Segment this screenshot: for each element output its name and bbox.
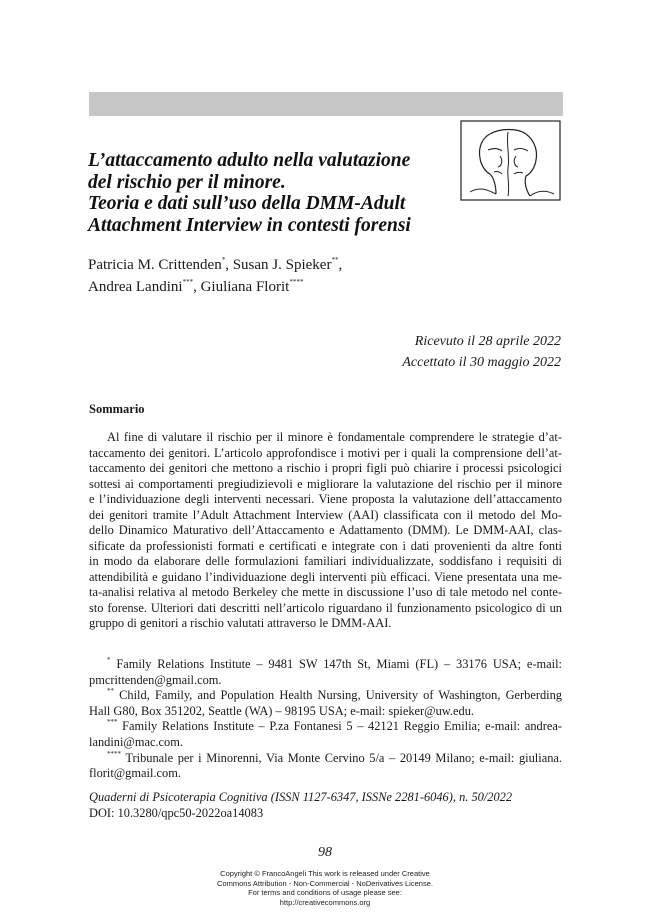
- doi: DOI: 10.3280/qpc50-2022oa14083: [89, 805, 264, 820]
- abstract-line: e l’individuazione degli interventi necessari. Viene proposta la valutazione dell’attaccamento: [89, 492, 562, 506]
- journal-citation: Quaderni di Psicoterapia Cognitiva (ISSN 1127-6347, ISSNe 2281-6046), n. 50/2022: [89, 790, 513, 804]
- title-line: Attachment Interview in contesti forensi: [88, 214, 411, 236]
- author-separator: ,: [225, 257, 233, 273]
- section-heading: Sommario: [89, 402, 145, 416]
- title-line: Teoria e dati sull’uso della DMM-Adult: [88, 193, 406, 214]
- footnote-line: [89, 751, 562, 767]
- two-faces-line-drawing-icon: [460, 120, 561, 201]
- license-notice: [0, 869, 650, 907]
- received-date: Ricevuto il 28 aprile 2022: [414, 334, 561, 349]
- footnote-line: [89, 688, 562, 704]
- author-mark: *: [221, 256, 226, 264]
- author-line: [88, 254, 558, 276]
- author-separator: ,: [193, 279, 201, 295]
- footnote-line: [89, 719, 562, 735]
- author-line: [88, 276, 558, 298]
- abstract-line: dello Dinamico Maturativo dell’Attaccamento e Adattamento (DMM). Le DMM-AAI, clas-: [89, 523, 562, 537]
- article-title: [88, 150, 458, 236]
- author-separator: ,: [338, 257, 343, 273]
- title-line: L’attaccamento adulto nella valutazione: [88, 150, 411, 171]
- author-mark: ***: [182, 278, 194, 286]
- abstract-line: in modo da elaborare delle formulazioni familiari individualizzate, soddisfano i requisiti di: [89, 554, 562, 568]
- abstract-line: Al fine di valutare il rischio per il minore è fondamentale comprendere le strategie d’at-: [107, 430, 562, 444]
- title-line: del rischio per il minore.: [88, 171, 286, 193]
- submission-dates: [402, 331, 561, 373]
- author-name: Patricia M. Crittenden: [88, 257, 222, 273]
- page-number: 98: [318, 845, 332, 860]
- footnote-line: landini@mac.com.: [89, 734, 183, 749]
- header-band: [89, 92, 563, 116]
- footnote-line: Hall G80, Box 351202, Seattle (WA) – 98195 USA; e-mail: spieker@uw.edu.: [89, 703, 475, 718]
- abstract-line: sottesi ai comportamenti pregiudizievoli e migliorare la valutazione del rischio per il minore: [89, 476, 562, 491]
- abstract-line: taccamento dei genitori. L’articolo approfondisce i motivi per i quali la comprensione dell’at-: [89, 445, 562, 460]
- license-line: Copyright © FrancoAngeli This work is released under Creative: [220, 869, 430, 878]
- abstract-line: sto forense. Ulteriori dati descritti nell’articolo riguardano il funzionamento psicologico di un: [89, 600, 562, 615]
- abstract-line: dei genitori tramite l’Adult Attachment Interview (AAI) classificata con il metodo del Mo-: [89, 507, 562, 522]
- author-name: Giuliana Florit: [200, 279, 290, 295]
- license-line: Commons Attribution - Non-Commercial - NoDerivatives License.: [217, 878, 433, 888]
- footnote-text: Tribunale per i Minorenni, Via Monte Cervino 5/a – 20149 Milano; e-mail: giuliana.: [125, 750, 562, 765]
- footnote-mark: *: [107, 656, 111, 664]
- footnote-text: Family Relations Institute – 9481 SW 147th St, Miami (FL) – 33176 USA; e-mail:: [116, 657, 562, 671]
- author-name: Andrea Landini: [88, 279, 183, 295]
- license-line: For terms and conditions of usage please see:: [248, 888, 402, 897]
- footnote-mark: ****: [107, 749, 121, 758]
- journal-info: [89, 790, 562, 821]
- footnote-text: Family Relations Institute – P.za Fontanesi 5 – 42121 Reggio Emilia; e-mail: andrea-: [122, 719, 562, 734]
- author-mark: **: [331, 256, 339, 264]
- footnote-line: [89, 657, 562, 673]
- footnote-mark: ***: [107, 718, 118, 727]
- author-footnotes: [89, 657, 562, 782]
- abstract-line: ta-analisi relativa al metodo Berkeley che mette in discussione l’uso di tale metodo nel conte-: [89, 585, 562, 599]
- footnote-line: pmcrittenden@gmail.com.: [89, 672, 222, 687]
- footnote-text: Child, Family, and Population Health Nursing, University of Washington, Gerberding: [119, 688, 562, 703]
- abstract-line: taccamento dei genitori che mettono a rischio i propri figli può chiarire i processi psicologici: [89, 461, 562, 475]
- license-link[interactable]: http://creativecommons.org: [279, 897, 371, 907]
- author-name: Susan J. Spieker: [232, 257, 332, 273]
- author-list: [88, 254, 558, 298]
- abstract-text: [89, 430, 562, 632]
- footnote-mark: **: [107, 687, 114, 696]
- footnote-line: florit@gmail.com.: [89, 766, 181, 781]
- abstract-line: sificate da professionisti formati e certificati e integrate con i dati provenienti da altre fonti: [89, 538, 562, 553]
- accepted-date: Accettato il 30 maggio 2022: [402, 355, 561, 370]
- abstract-line: gruppo di genitori a rischio valutati attraverso le DMM-AAI.: [89, 616, 392, 630]
- abstract-line: attendibilità e guidano l’individuazione degli interventi più efficaci. Viene presentata una me-: [89, 569, 562, 584]
- author-mark: ****: [289, 278, 304, 286]
